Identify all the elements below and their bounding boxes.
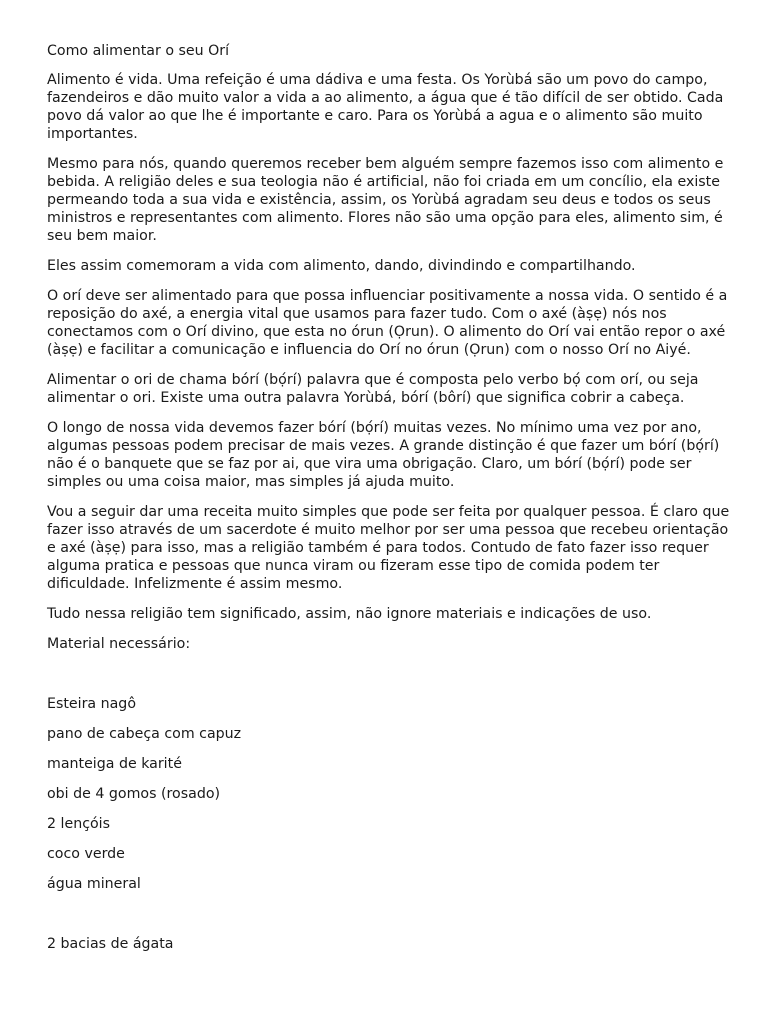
list-item: manteiga de karité [47, 756, 182, 772]
materials-heading: Material necessário: [47, 636, 191, 652]
paragraph-4: O orí deve ser alimentado para que possa influenciar positivamente a nossa vida. O sentido é a reposição do axé, a energia vital que usamos para fazer tudo. Com o axé (àṣẹ) nós nos conectamos com o Orí divino, que esta no órun (Ọrun). O alimento do Orí vai então repor o axé (àṣẹ) e facilitar a comunicação e influencia do Orí no órun (Ọrun) com o nosso Orí no Aiyé. [47, 288, 728, 358]
list-item: obi de 4 gomos (rosado) [47, 786, 221, 802]
list-item: 2 bacias de ágata [47, 936, 174, 952]
paragraph-6: O longo de nossa vida devemos fazer bórí (bọ́rí) muitas vezes. No mínimo uma vez por ano, algumas pessoas podem precisar de mais vezes. A grande distinção é que fazer um bórí (bọ́rí) não é o banquete que se faz por ai, que vira uma obrigação. Claro, um bórí (bọ́rí) pode ser simples ou uma coisa maior, mas simples já ajuda muito. [47, 420, 720, 490]
list-item: Esteira nagô [47, 696, 136, 712]
paragraph-2: Mesmo para nós, quando queremos receber bem alguém sempre fazemos isso com alimento e bebida. A religião deles e sua teologia não é artificial, não foi criada em um concílio, ela existe permeando toda a sua vida e existência, assim, os Yorùbá agradam seu deus e todos os seus ministros e representantes com alimento. Flores não são uma opção para eles, alimento sim, é seu bem maior. [47, 156, 724, 244]
spacer [47, 665, 737, 695]
paragraph-8: Tudo nessa religião tem significado, assim, não ignore materiais e indicações de uso. [47, 606, 652, 622]
list-item: 2 lençóis [47, 816, 111, 832]
materials-list [47, 695, 737, 893]
materials-list-extra [47, 935, 737, 953]
paragraph-5: Alimentar o ori de chama bórí (bọ́rí) palavra que é composta pelo verbo bọ́ com orí, ou seja alimentar o ori. Existe uma outra palavra Yorùbá, bórí (bôrí) que significa cobrir a cabeça. [47, 372, 699, 406]
list-item: pano de cabeça com capuz [47, 726, 242, 742]
paragraph-7: Vou a seguir dar uma receita muito simples que pode ser feita por qualquer pessoa. É claro que fazer isso através de um sacerdote é muito melhor por ser uma pessoa que recebeu orientação e axé (àṣẹ) para isso, mas a religião também é para todos. Contudo de fato fazer isso requer alguma pratica e pessoas que nunca viram ou fizeram esse tipo de comida podem ter dificuldade. Infelizmente é assim mesmo. [47, 504, 730, 592]
document-title: Como alimentar o seu Orí [47, 43, 230, 59]
list-item: coco verde [47, 846, 125, 862]
document-page [47, 42, 737, 965]
list-item: água mineral [47, 876, 141, 892]
paragraph-3: Eles assim comemoram a vida com alimento, dando, divindindo e compartilhando. [47, 258, 636, 274]
paragraph-1: Alimento é vida. Uma refeição é uma dádiva e uma festa. Os Yorùbá são um povo do campo, fazendeiros e dão muito valor a vida a ao alimento, a água que é tão difícil de ser obtido. Cada povo dá valor ao que lhe é importante e caro. Para os Yorùbá a agua e o alimento são muito importantes. [47, 72, 724, 142]
spacer [47, 905, 737, 935]
